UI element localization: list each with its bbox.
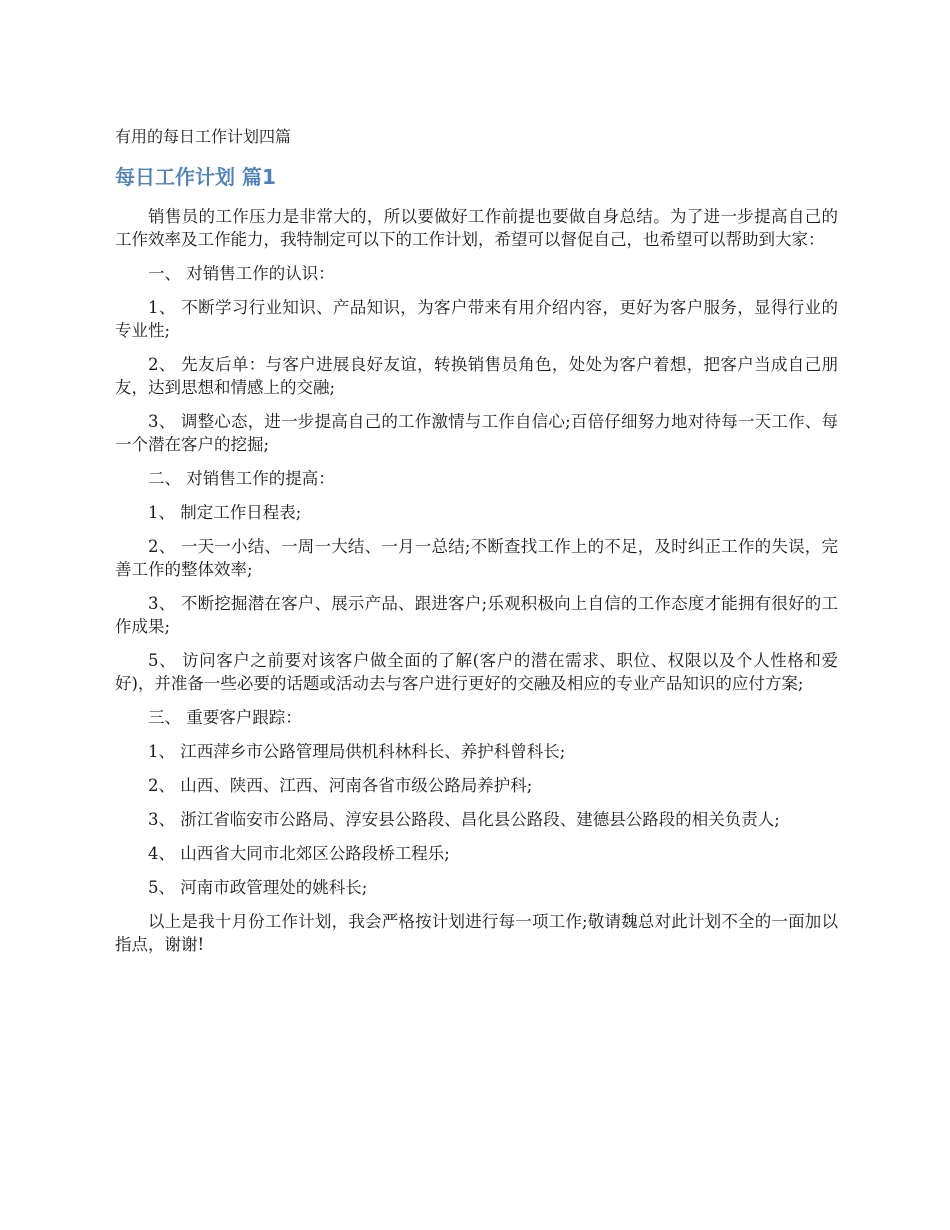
document-body xyxy=(115,205,838,967)
document-title: 有用的每日工作计划四篇 xyxy=(115,127,292,146)
paragraph-item: 4、 山西省大同市北郊区公路段桥工程乐; xyxy=(148,844,450,863)
paragraph-item: 3、 浙江省临安市公路局、淳安县公路段、昌化县公路段、建德县公路段的相关负责人; xyxy=(148,810,780,829)
section-heading: 每日工作计划 篇1 xyxy=(115,165,276,189)
paragraph-item: 5、 河南市政管理处的姚科长; xyxy=(148,878,368,897)
paragraph-item: 1、 制定工作日程表; xyxy=(148,503,302,522)
paragraph-item: 1、 江西萍乡市公路管理局供机科林科长、养护科曾科长; xyxy=(148,742,566,761)
paragraph-item: 5、 访问客户之前要对该客户做全面的了解(客户的潜在需求、职位、权限以及个人性格和爱好)，并准备一些必要的话题或活动去与客户进行更好的交融及相应的专业产品知识的应付方案; xyxy=(115,651,838,693)
paragraph-item: 3、 调整心态，进一步提高自己的工作激情与工作自信心;百倍仔细努力地对待每一天工作、每一个潜在客户的挖掘; xyxy=(115,412,838,454)
paragraph-section-two-heading: 二、 对销售工作的提高： xyxy=(148,469,335,488)
paragraph-section-one-heading: 一、 对销售工作的认识： xyxy=(148,264,335,283)
paragraph-intro: 销售员的工作压力是非常大的，所以要做好工作前提也要做自身总结。为了进一步提高自己的工作效率及工作能力，我特制定可以下的工作计划，希望可以督促自己，也希望可以帮助到大家： xyxy=(115,207,838,249)
paragraph-item: 3、 不断挖掘潜在客户、展示产品、跟进客户;乐观积极向上自信的工作态度才能拥有很好的工作成果; xyxy=(115,594,838,636)
paragraph-item: 2、 山西、陕西、江西、河南各省市级公路局养护科; xyxy=(148,776,533,795)
paragraph-closing: 以上是我十月份工作计划，我会严格按计划进行每一项工作;敬请魏总对此计划不全的一面加以指点，谢谢! xyxy=(115,912,838,954)
paragraph-item: 2、 一天一小结、一周一大结、一月一总结;不断查找工作上的不足，及时纠正工作的失误，完善工作的整体效率; xyxy=(115,537,838,579)
paragraph-item: 2、 先友后单：与客户进展良好友谊，转换销售员角色，处处为客户着想，把客户当成自己朋友，达到思想和情感上的交融; xyxy=(115,355,838,397)
paragraph-section-three-heading: 三、 重要客户跟踪： xyxy=(148,708,302,727)
paragraph-item: 1、 不断学习行业知识、产品知识，为客户带来有用介绍内容，更好为客户服务，显得行业的专业性; xyxy=(115,298,838,340)
